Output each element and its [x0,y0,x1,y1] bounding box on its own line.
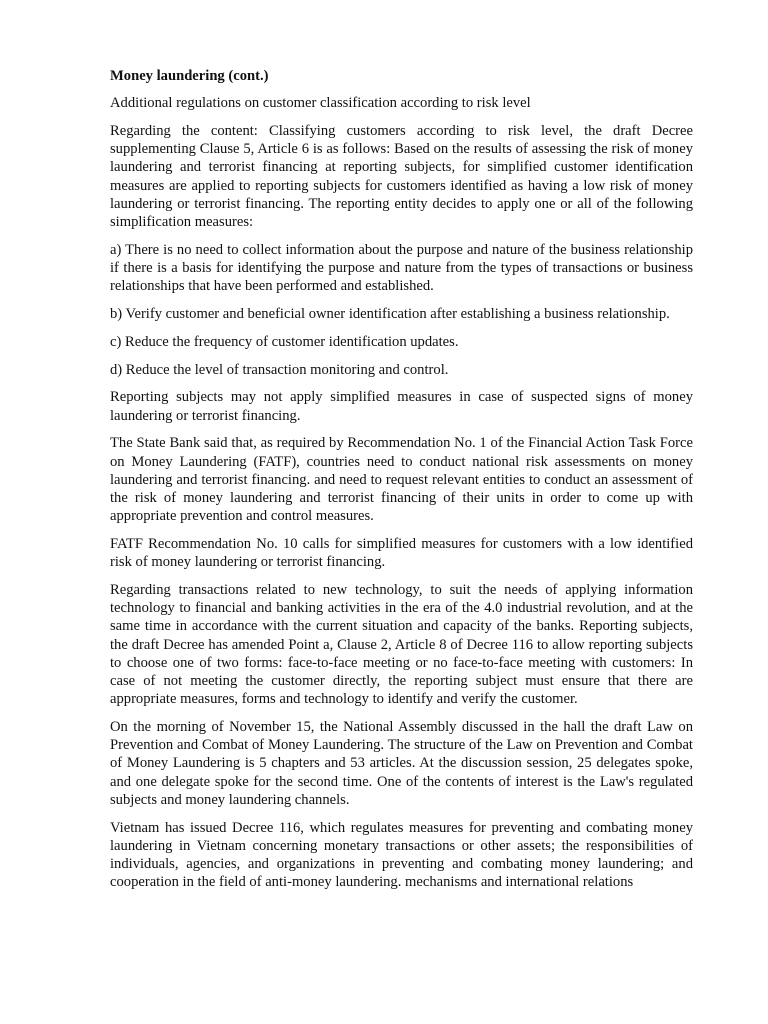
paragraph: Regarding transactions related to new technology, to suit the needs of applying information technology to financial and banking activities in the era of the 4.0 industrial revolution, and at the same time in accordance with the current situation and capacity of the banks. Reporting subjects, the draft Decree has amended Point a, Clause 2, Article 8 of Decree 116 to allow reporting subjects to choose one of two forms: face-to-face meeting or no face-to-face meeting with customers: In case of not meeting the customer directly, the reporting subject must ensure that there are appropriate measures, forms and technology to identify and verify the customer. [110,582,693,708]
list-item-a: a) There is no need to collect information about the purpose and nature of the business relationship if there is a basis for identifying the purpose and nature from the types of transactions or business relationships that have been performed and established. [110,241,693,295]
paragraph: FATF Recommendation No. 10 calls for simplified measures for customers with a low identified risk of money laundering or terrorist financing. [110,536,693,571]
paragraph: Regarding the content: Classifying customers according to risk level, the draft Decree supplementing Clause 5, Article 6 is as follows: Based on the results of assessing the risk of money laundering and terrorist financing at reporting subjects, for simplified customer identification measures are applied to reporting subjects for customers identified as having a low risk of money laundering or terrorist financing. The reporting entity decides to apply one or all of the following simplification measures: [110,123,693,231]
list-item-d: d) Reduce the level of transaction monitoring and control. [110,361,449,378]
paragraph: Reporting subjects may not apply simplified measures in case of suspected signs of money laundering or terrorist financing. [110,389,693,424]
paragraph-subheading: Additional regulations on customer classification according to risk level [110,95,531,112]
list-item-c: c) Reduce the frequency of customer identification updates. [110,333,459,350]
document-page [110,67,693,901]
paragraph: Vietnam has issued Decree 116, which regulates measures for preventing and combating money laundering in Vietnam concerning monetary transactions or other assets; the responsibilities of individuals, agencies, and organizations in preventing and combating money laundering; and cooperation in the field of anti-money laundering. mechanisms and international relations [110,819,693,891]
list-item-b: b) Verify customer and beneficial owner identification after establishing a business relationship. [110,306,670,323]
paragraph: The State Bank said that, as required by Recommendation No. 1 of the Financial Action Task Force on Money Laundering (FATF), countries need to conduct national risk assessments on money laundering and terrorist financing. and need to request relevant entities to conduct an assessment of the risk of money laundering and terrorist financing of their units in order to come up with appropriate prevention and control measures. [110,435,693,525]
document-title: Money laundering (cont.) [110,68,269,84]
paragraph: On the morning of November 15, the National Assembly discussed in the hall the draft Law on Prevention and Combat of Money Laundering. The structure of the Law on Prevention and Combat of Money Laundering is 5 chapters and 53 articles. At the discussion session, 25 delegates spoke, and one delegate spoke for the second time. One of the contents of interest is the Law's regulated subjects and money laundering channels. [110,719,693,808]
